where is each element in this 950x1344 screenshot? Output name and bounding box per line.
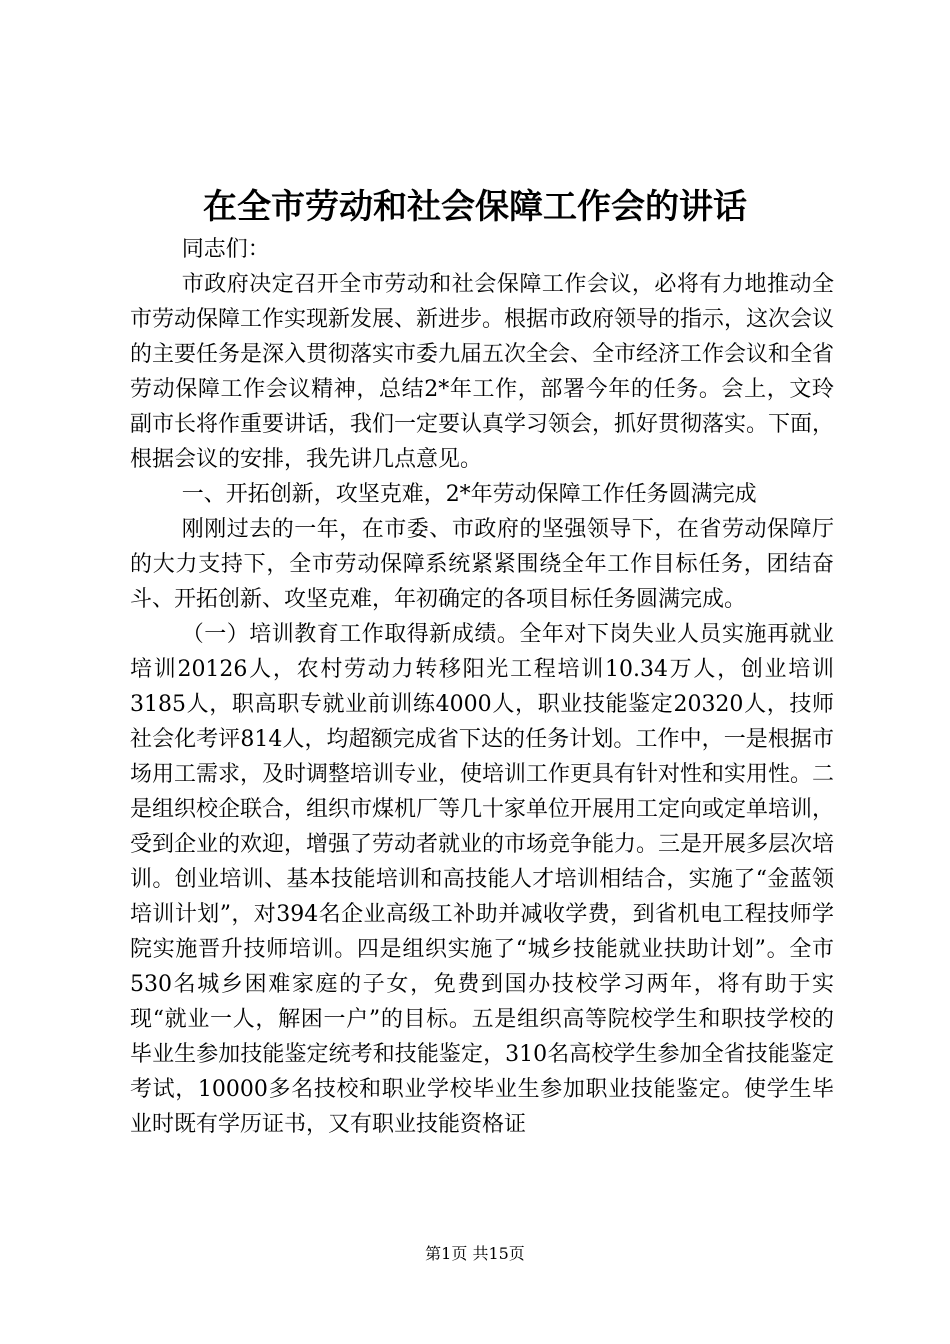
document-body [130, 232, 834, 1142]
section-heading-one: 一、开拓创新，攻坚克难，2*年劳动保障工作任务圆满完成 [181, 482, 757, 507]
page-number-footer: 第1页 共15页 [425, 1244, 525, 1263]
summary-paragraph: 刚刚过去的一年，在市委、市政府的坚强领导下，在省劳动保障厅的大力支持下，全市劳动保障系统紧紧围绕全年工作目标任务，团结奋斗、开拓创新、攻坚克难，年初确定的各项目标任务圆满完成。 [130, 517, 834, 612]
intro-paragraph: 市政府决定召开全市劳动和社会保障工作会议，必将有力地推动全市劳动保障工作实现新发展、新进步。根据市政府领导的指示，这次会议的主要任务是深入贯彻落实市委九届五次全会、全市经济工作会议和全省劳动保障工作会议精神，总结2*年工作，部署今年的任务。会上，文玲副市长将作重要讲话，我们一定要认真学习领会，抓好贯彻落实。下面，根据会议的安排，我先讲几点意见。 [130, 272, 835, 472]
training-paragraph: （一）培训教育工作取得新成绩。全年对下岗失业人员实施再就业培训20126人，农村劳动力转移阳光工程培训10.34万人，创业培训3185人，职高职专就业前训练4000人，职业技能鉴定20320人，技师社会化考评814人，均超额完成省下达的任务计划。工作中，一是根据市场用工需求，及时调整培训专业，使培训工作更具有针对性和实用性。二是组织校企联合，组织市煤机厂等几十家单位开展用工定向或定单培训，受到企业的欢迎，增强了劳动者就业的市场竞争能力。三是开展多层次培训。创业培训、基本技能培训和高技能人才培训相结合，实施了“金蓝领培训计划”，对394名企业高级工补助并减收学费，到省机电工程技师学院实施晋升技师培训。四是组织实施了“城乡技能就业扶助计划”。全市530名城乡困难家庭的子女，免费到国办技校学习两年，将有助于实现“就业一人，解困一户”的目标。五是组织高等院校学生和职技学校的毕业生参加技能鉴定统考和技能鉴定，310名高校学生参加全省技能鉴定考试，10000多名技校和职业学校毕业生参加职业技能鉴定。使学生毕业时既有学历证书，又有职业技能资格证 [130, 622, 835, 1137]
document-title: 在全市劳动和社会保障工作会的讲话 [203, 187, 747, 227]
salutation-paragraph: 同志们： [181, 237, 270, 262]
